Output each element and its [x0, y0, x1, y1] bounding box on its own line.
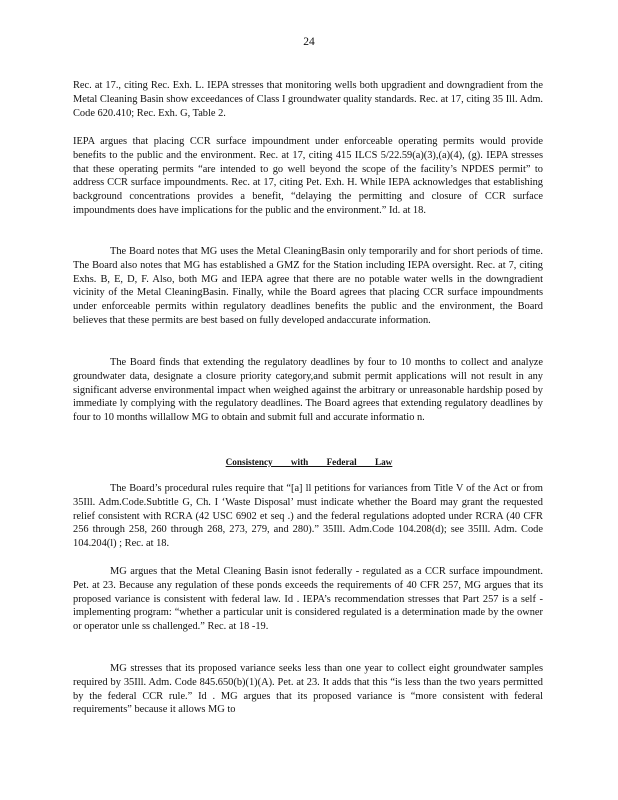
page-number: 24: [303, 36, 315, 48]
paragraph-iepa-permits: IEPA argues that placing CCR surface impoundment under enforceable operating permits would provide benefits to the public and the environment. Rec. at 17, citing 415 ILCS 5/22.59(a)(3),(a)(4), (g). IEPA stresses that these operating permits “are intended to go well beyond the scope of the facility’s NPDES permit” to address CCR surface impoundments. Rec. at 17, citing Pet. Exh. H. While IEPA acknowledges that establishing background concentrations provides a benefit, “delaying the permitting and closure of CCR surface impoundments does have implications for the public and the environment.” Id. at 18.: [73, 136, 543, 216]
paragraph-procedural-rules: The Board’s procedural rules require that “[a] ll petitions for variances from Title V of the Act or from 35Ill. Adm.Code.Subtitle G, Ch. I ‘Waste Disposal’ must indicate whether the Board may grant the requested relief consistent with RCRA (42 USC 6902 et seq .) and the federal regulations adopted under RCRA (40 CFR 256 through 258, 260 through 268, 273, 279, and 280).” 35Ill. Adm.Code 104.208(d); see 35Ill. Adm. Code 104.204(l) ; Rec. at 18.: [73, 483, 543, 550]
section-heading: Consistency with Federal Law: [225, 457, 393, 467]
paragraph-board-notes: The Board notes that MG uses the Metal CleaningBasin only temporarily and for short periods of time. The Board also notes that MG has established a GMZ for the Station including IEPA oversight. Rec. at 7, citing Exhs. B, E, D, F. Also, both MG and IEPA agree that there are no potable water wells in the downgradient vicinity of the Metal CleaningBasin. Finally, while the Board agrees that placing CCR surface impoundments under enforceable permits within regulatory deadlines benefits the public and the environment, the Board believes that these permits are best based on fully developed andaccurate information.: [73, 246, 543, 326]
paragraph-mg-argues: MG argues that the Metal Cleaning Basin isnot federally - regulated as a CCR surface impoundment. Pet. at 23. Because any regulation of these ponds exceeds the requirements of 40 CFR 257, MG argues that its proposed variance is consistent with federal law. Id . IEPA’s recommendation stresses that Part 257 is a self -implementing program: “whether a particular unit is considered regulated is a determination made by the owner or operator unle ss challenged.” Rec. at 18 -19.: [73, 566, 543, 633]
paragraph-mg-stresses: MG stresses that its proposed variance seeks less than one year to collect eight groundwater samples required by 35Ill. Adm. Code 845.650(b)(1)(A). Pet. at 23. It adds that this “is less than the two years permitted by the federal CCR rule.” Id . MG argues that its proposed variance is “more consistent with federal requirements” because it allows MG to: [73, 663, 543, 716]
paragraph-groundwater-exceedances: Rec. at 17., citing Rec. Exh. L. IEPA stresses that monitoring wells both upgradient and downgradient from the Metal Cleaning Basin show exceedances of Class I groundwater quality standards. Rec. at 17, citing 35 Ill. Adm. Code 620.410; Rec. Exh. G, Table 2.: [73, 80, 543, 119]
paragraph-board-finds: The Board finds that extending the regulatory deadlines by four to 10 months to collect and analyze groundwater data, designate a closure priority category,and submit permit applications will not result in any significant adverse environmental impact when weighed against the arbitrary or unreasonable hardship posed by immediate ly complying with the regulatory deadlines. The Board agrees that extending regulatory deadlines by four to 10 months willallow MG to obtain and submit full and accurate informatio n.: [73, 357, 543, 424]
